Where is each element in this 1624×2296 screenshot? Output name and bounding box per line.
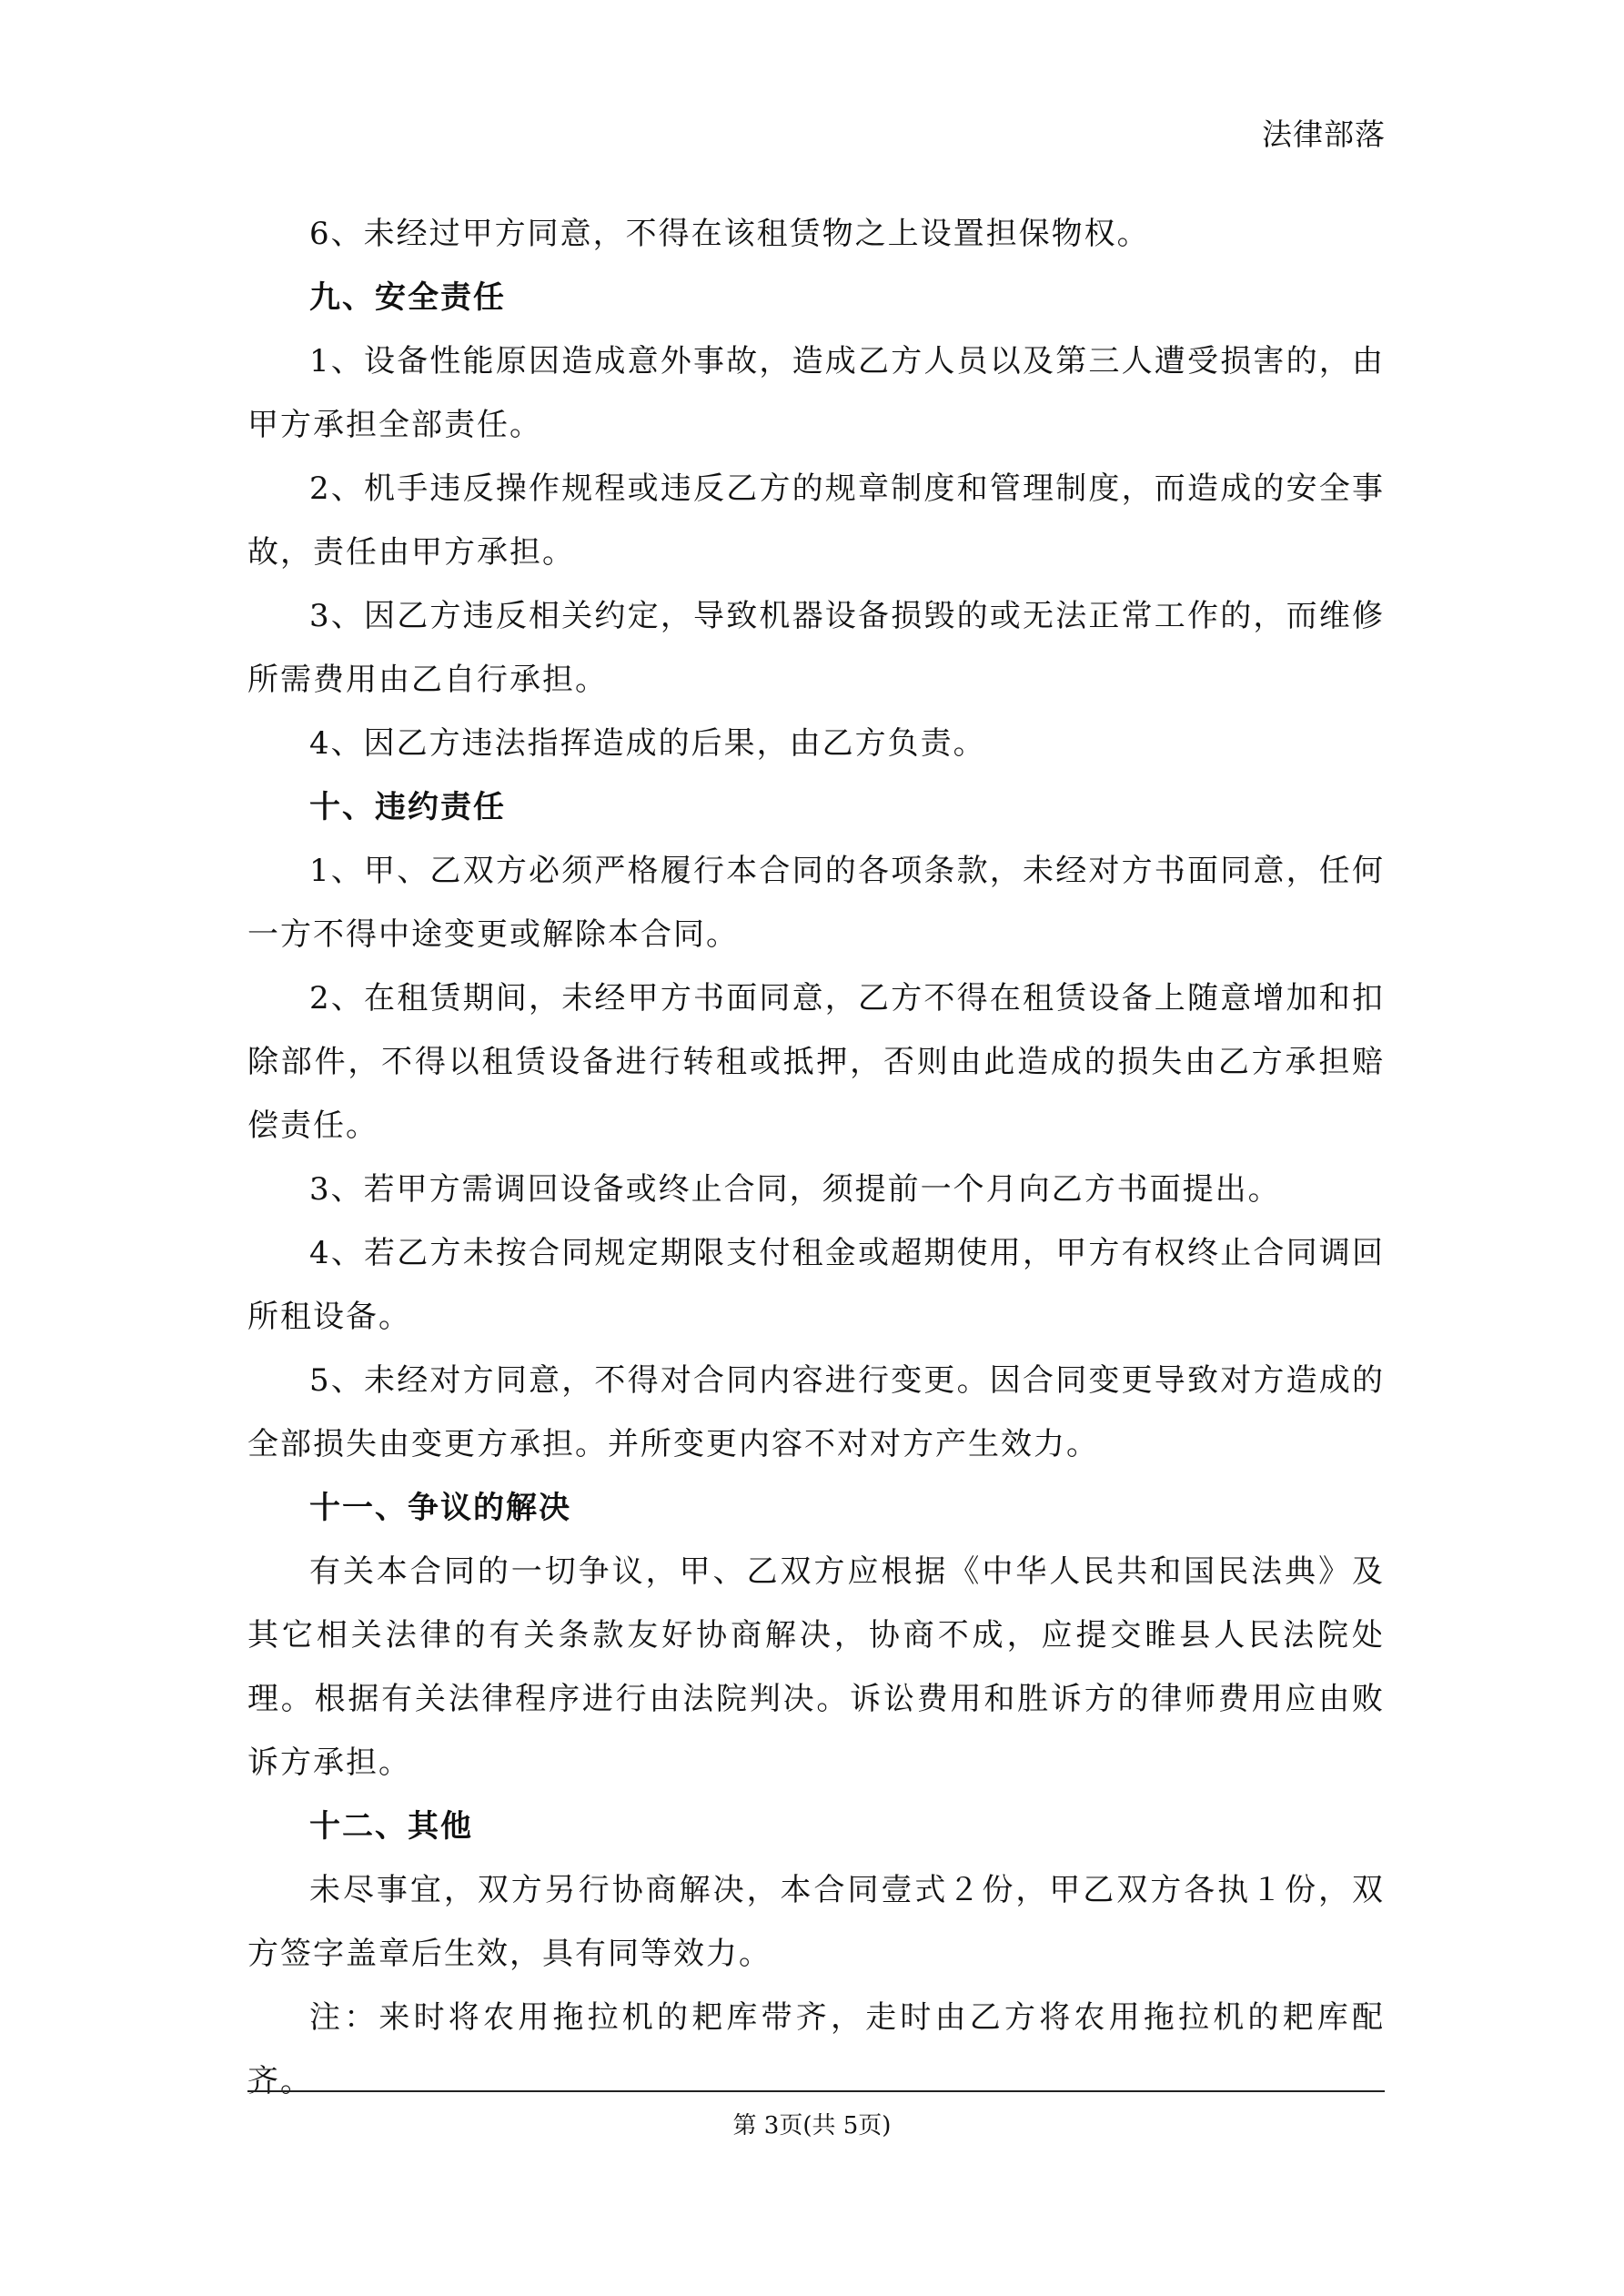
section-heading-9: 九、安全责任 [309,279,506,316]
clause-9-2: 2、机手违反操作规程或违反乙方的规章制度和管理制度，而造成的安全事故，责任由甲方承担。 [247,470,1385,571]
clause-12-body: 未尽事宜，双方另行协商解决，本合同壹式２份，甲乙双方各执１份，双方签字盖章后生效，具有同等效力。 [247,1872,1385,1972]
clause-8-6: 6、未经过甲方同意，不得在该租赁物之上设置担保物权。 [309,216,1150,252]
page-number: 第 3页(共 5页) [732,2112,892,2139]
section-heading-11: 十一、争议的解决 [309,1490,571,1526]
clause-10-5: 5、未经对方同意，不得对合同内容进行变更。因合同变更导致对方造成的全部损失由变更方承担。并所变更内容不对对方产生效力。 [247,1362,1385,1462]
footer-divider [247,2090,1385,2092]
note-paragraph: 注：来时将农用拖拉机的耙库带齐，走时由乙方将农用拖拉机的耙库配齐。 [247,1999,1385,2099]
document-body [247,202,1385,2113]
clause-10-4: 4、若乙方未按合同规定期限支付租金或超期使用，甲方有权终止合同调回所租设备。 [247,1235,1385,1335]
section-heading-10: 十、违约责任 [309,789,506,825]
clause-9-1: 1、设备性能原因造成意外事故，造成乙方人员以及第三人遭受损害的，由甲方承担全部责任。 [247,343,1385,443]
section-heading-12: 十二、其他 [309,1808,473,1845]
header-brand: 法律部落 [1262,116,1386,152]
clause-9-3: 3、因乙方违反相关约定，导致机器设备损毁的或无法正常工作的，而维修所需费用由乙自行承担。 [247,598,1385,698]
clause-10-2: 2、在租赁期间，未经甲方书面同意，乙方不得在租赁设备上随意增加和扣除部件，不得以租赁设备进行转租或抵押，否则由此造成的损失由乙方承担赔偿责任。 [247,980,1385,1144]
clause-9-4: 4、因乙方违法指挥造成的后果，由乙方负责。 [309,725,986,762]
clause-11-body: 有关本合同的一切争议，甲、乙双方应根据《中华人民共和国民法典》及其它相关法律的有关条款友好协商解决，协商不成，应提交睢县人民法院处理。根据有关法律程序进行由法院判决。诉讼费用和胜诉方的律师费用应由败诉方承担。 [247,1553,1385,1781]
clause-10-3: 3、若甲方需调回设备或终止合同，须提前一个月向乙方书面提出。 [309,1171,1281,1208]
clause-10-1: 1、甲、乙双方必须严格履行本合同的各项条款，未经对方书面同意，任何一方不得中途变更或解除本合同。 [247,853,1385,953]
